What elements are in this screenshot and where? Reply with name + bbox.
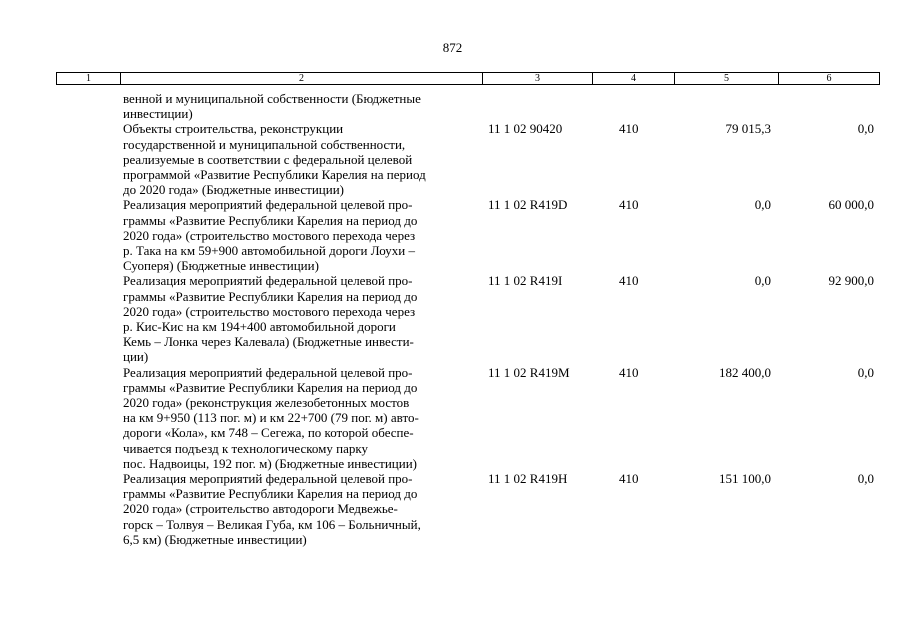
description-line: 2020 года» (строительство мостового перехода через	[123, 303, 416, 319]
description-line: 2020 года» (строительство мостового перехода через	[123, 227, 416, 243]
target-code: 11 1 02 R419I	[488, 273, 563, 289]
description-line: государственной и муниципальной собственности,	[123, 136, 406, 152]
description-line: Реализация мероприятий федеральной целевой про-	[123, 273, 413, 289]
table-row	[0, 197, 905, 273]
table-body	[0, 91, 905, 547]
amount-col6: 92 900,0	[828, 273, 874, 289]
page-number: 872	[442, 40, 463, 55]
description-line: Кемь – Лонка через Калевала) (Бюджетные инвести-	[123, 334, 414, 350]
description-line: р. Кис-Кис на км 194+400 автомобильной дороги	[123, 319, 396, 335]
column-header-1: 1	[57, 73, 121, 84]
row-description	[123, 197, 483, 273]
amount-col6: 0,0	[857, 364, 874, 380]
description-line: граммы «Развитие Республики Карелия на период до	[123, 486, 418, 502]
target-code: 11 1 02 R419M	[488, 364, 570, 380]
amount-col5: 151 100,0	[719, 471, 771, 487]
description-line: Реализация мероприятий федеральной целевой про-	[123, 197, 413, 213]
table-header	[56, 72, 880, 85]
description-line: до 2020 года» (Бюджетные инвестиции)	[123, 182, 344, 198]
table-row	[0, 273, 905, 364]
description-line: чивается подъезд к технологическому парку	[123, 440, 369, 456]
description-line: р. Така на км 59+900 автомобильной дороги Лоухи –	[123, 243, 415, 259]
table-row	[0, 471, 905, 547]
description-line: программой «Развитие Республики Карелия на период	[123, 167, 426, 183]
column-header-3: 3	[483, 73, 593, 84]
description-line: 2020 года» (реконструкция железобетонных мостов	[123, 395, 410, 411]
description-line: дороги «Кола», км 748 – Сегежа, по которой обеспе-	[123, 425, 414, 441]
description-line: граммы «Развитие Республики Карелия на период до	[123, 379, 418, 395]
table-row	[0, 91, 905, 121]
description-line: на км 9+950 (113 пог. м) и км 22+700 (79 пог. м) авто-	[123, 410, 419, 426]
description-line: реализуемые в соответствии с федеральной целевой	[123, 151, 413, 167]
table-row	[0, 121, 905, 197]
description-line: инвестиции)	[123, 106, 193, 122]
description-line: пос. Надвоицы, 192 пог. м) (Бюджетные инвестиции)	[123, 455, 418, 471]
expense-type: 410	[619, 364, 639, 380]
description-line: граммы «Развитие Республики Карелия на период до	[123, 288, 418, 304]
description-line: граммы «Развитие Республики Карелия на период до	[123, 212, 418, 228]
row-description	[123, 471, 483, 547]
expense-type: 410	[619, 197, 639, 213]
row-description	[123, 273, 483, 364]
expense-type: 410	[619, 121, 639, 137]
table-row	[0, 365, 905, 471]
description-line: Суоперя) (Бюджетные инвестиции)	[123, 258, 319, 274]
amount-col5: 0,0	[754, 197, 771, 213]
description-line: ции)	[123, 349, 149, 365]
column-header-6: 6	[826, 73, 832, 84]
amount-col5: 182 400,0	[719, 364, 771, 380]
description-line: Реализация мероприятий федеральной целевой про-	[123, 471, 413, 487]
amount-col5: 79 015,3	[725, 121, 771, 137]
target-code: 11 1 02 R419H	[488, 471, 568, 487]
column-header-2: 2	[121, 73, 483, 84]
description-line: венной и муниципальной собственности (Бюджетные	[123, 91, 421, 106]
description-line: Объекты строительства, реконструкции	[123, 121, 344, 137]
column-header-5: 5	[675, 73, 779, 84]
row-description	[123, 121, 483, 197]
description-line: 6,5 км) (Бюджетные инвестиции)	[123, 531, 307, 547]
description-line: Реализация мероприятий федеральной целевой про-	[123, 364, 413, 380]
expense-type: 410	[619, 273, 639, 289]
target-code: 11 1 02 R419D	[488, 197, 568, 213]
amount-col6: 60 000,0	[828, 197, 874, 213]
amount-col6: 0,0	[857, 471, 874, 487]
description-line: 2020 года» (строительство автодороги Медвежье-	[123, 501, 398, 517]
expense-type: 410	[619, 471, 639, 487]
row-description	[123, 91, 483, 121]
column-header-4: 4	[593, 73, 675, 84]
description-line: горск – Толвуя – Великая Губа, км 106 – Больничный,	[123, 516, 421, 532]
row-description	[123, 365, 483, 471]
amount-col6: 0,0	[857, 121, 874, 137]
target-code: 11 1 02 90420	[488, 121, 563, 137]
amount-col5: 0,0	[754, 273, 771, 289]
